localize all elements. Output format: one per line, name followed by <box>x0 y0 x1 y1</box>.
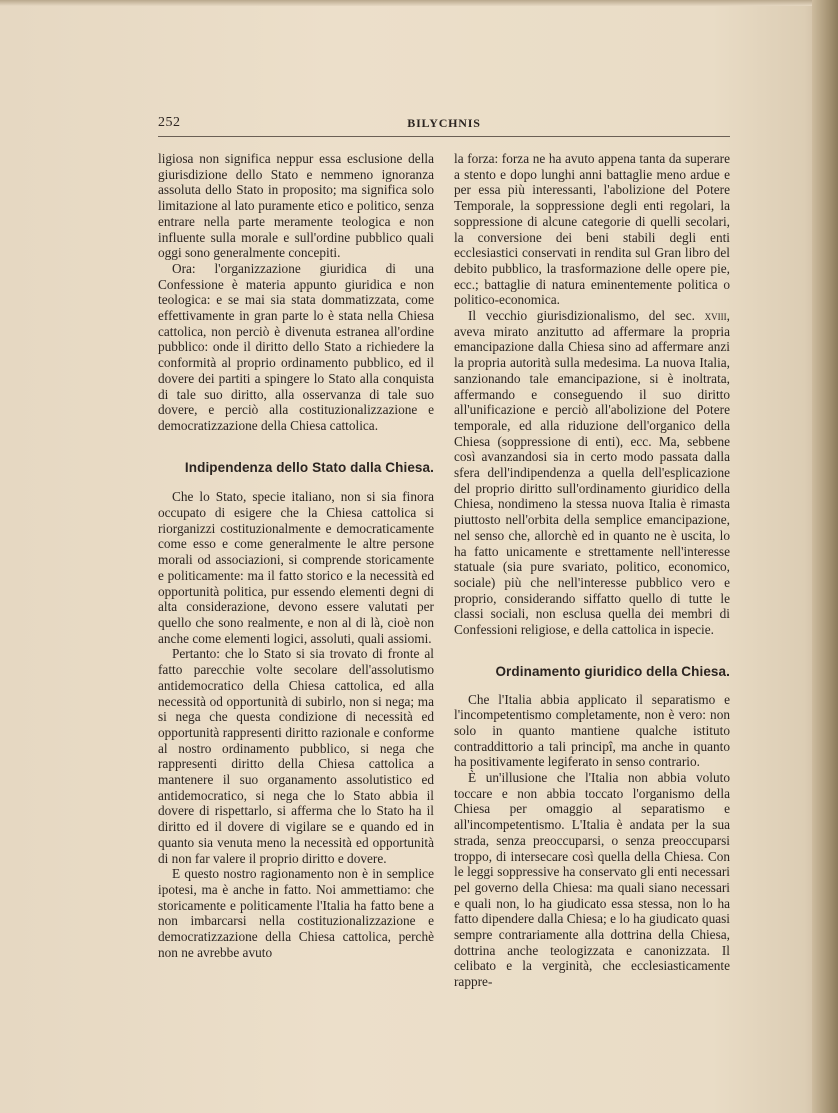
paragraph <box>454 308 730 638</box>
paragraph: ligiosa non significa neppur essa esclusione della giurisdizione dello Stato e nemmeno ignoranza assoluta dello Stato in proposito; ma significa solo limitazione al lato puramente etico e politico, senza entrare nella parte meramente teologica e non influente sulla morale e sull'ordine pubblico quali oggi sono generalmente concepiti. <box>158 151 434 261</box>
section-heading: Ordinamento giuridico della Chiesa. <box>495 663 730 679</box>
right-column <box>454 151 730 990</box>
paragraph: Che l'Italia abbia applicato il separatismo e l'incompetentismo completamente, non è vero: non solo in quanto mantiene qualche istituto contraddittorio a tali principî, ma anche in quanto ha positivamente legiferato in senso contrario. <box>454 691 730 770</box>
section-heading: Indipendenza dello Stato dalla Chiesa. <box>184 459 434 475</box>
paragraph: Ora: l'organizzazione giuridica di una Confessione è materia appunto giuridica e non teologica: e se mai sia stata dommatizzata, come effettivamente in gran parte lo è stata nella Chiesa cattolica, non perciò è divenuta estranea all'ordine pubblico: onde il diritto dello Stato a richiedere la conformità al proprio ordinamento pubblico, ed il dovere dei partiti a spingere lo Stato alla conquista di tale suo diritto, alla osservanza di tale suo dovere, e perciò alla costituzionalizzazione e democratizzazione della Chiesa cattolica. <box>158 260 434 433</box>
left-column <box>158 151 434 960</box>
paragraph: Che lo Stato, specie italiano, non si sia finora occupato di esigere che la Chiesa cattolica si riorganizzi costituzionalmente e democraticamente come esso e come generalmente le altre persone morali od associazioni, si comprende storicamente e politicamente: ma il fatto storico e la necessità ed opportunità politica, pur essendo elementi degni di alta considerazione, devono essere valutati per quello che sono realmente, e non al di là, cioè non anche come elementi logici, assoluti, quali assiomi. <box>158 489 434 646</box>
page-header <box>158 115 730 135</box>
page-top-edge <box>0 0 838 6</box>
book-spine-shadow <box>812 0 838 1113</box>
century-numeral: xviii <box>704 308 727 324</box>
paragraph-text: Il vecchio giurisdizionalismo, del sec. <box>468 308 705 324</box>
paragraph-text: , aveva mirato anzitutto ad affermare la propria emancipazione dalla Chiesa sino ad affermare anzi la propria autorità sulla medesima. La nuova Italia, sanzionando tale emancipazione, si è inoltrata, affermando e conseguendo il suo diritto all'unificazione e perciò all'abolizione del Potere temporale, ed alla riduzione dell'organico della Chiesa (soppressione di enti), ecc. Ma, sebbene così avanzandosi sia in certo modo passata dalla sfera dell'indipendenza a quella dell'esplicazione del proprio diritto sull'ordinamento giuridico della Chiesa, nondimeno la stessa nuova Italia è rimasta piuttosto nell'orbita della semplice emancipazione, nel senso che, allorchè ed in quanto ne è uscita, lo ha fatto unicamente e strettamente nell'interesse statuale (sia pure svariato, politico, economico, sociale) più che nell'interesse pubblico vero e proprio, considerando siffatto quello di tutte le classi sociali, non esclusa quella dei membri di Confessioni religiose, e della cattolica in ispecie. <box>454 308 730 638</box>
running-title: BILYCHNIS <box>407 116 481 130</box>
paragraph: E questo nostro ragionamento non è in semplice ipotesi, ma è anche in fatto. Noi ammettiamo: che storicamente e politicamente l'Italia ha fatto bene a non imbarcarsi nella costituzionalizzazione e democratizzazione della Chiesa cattolica, perchè non ne avrebbe avuto <box>158 866 434 960</box>
paragraph: la forza: forza ne ha avuto appena tanta da superare a stento e dopo lunghi anni battaglie meno ardue e per essa più interessanti, l'abolizione del Potere Temporale, la soppressione degli enti regolari, la soppressione di alcune categorie di quelli secolari, la conversione dei beni stabili degli enti ecclesiastici conservati in rendita sul Gran libro del debito pubblico, la trasformazione delle opere pie, ecc.; battaglie di natura eminentemente politica o politico-economica. <box>454 151 730 308</box>
paragraph: Pertanto: che lo Stato si sia trovato di fronte al fatto parecchie volte secolare dell'assolutismo antidemocratico della Chiesa cattolica, ed alla necessità od opportunità di subirlo, non si nega; ma si nega che questa condizione di necessità ed opportunità rappresenti diritto razionale e conforme al nostro ordinamento pubblico, si nega che rappresenti diritto della Chiesa cattolica a mantenere il suo organamento assolutistico ed antidemocratico, si nega che lo Stato abbia il dovere di rispettarlo, si afferma che lo Stato ha il diritto ed il dovere di vigilare se e quando ed in quanto sia venuta meno la necessità ed opportunità di non far valere il proprio diritto e dovere. <box>158 646 434 866</box>
page-number: 252 <box>158 115 181 130</box>
paragraph: È un'illusione che l'Italia non abbia voluto toccare e non abbia toccato l'organismo della Chiesa per omaggio al separatismo e all'incompetentismo. L'Italia è andata per la sua strada, senza preoccuparsi, o senza preoccuparsi troppo, di intersecare così quella della Chiesa. Con le leggi soppressive ha conservato gli enti necessari pel governo della Chiesa: ma quali siano necessari e quali non, lo ha giudicato essa stessa, non lo ha fatto dipendere dalla Chiesa; e lo ha giudicato quasi sempre contrariamente alla dottrina della Chiesa, dottrina anche teologizzata e canonizzata. Il celibato e la verginità, che ecclesiasticamente rappre- <box>454 770 730 990</box>
header-rule <box>158 136 730 137</box>
